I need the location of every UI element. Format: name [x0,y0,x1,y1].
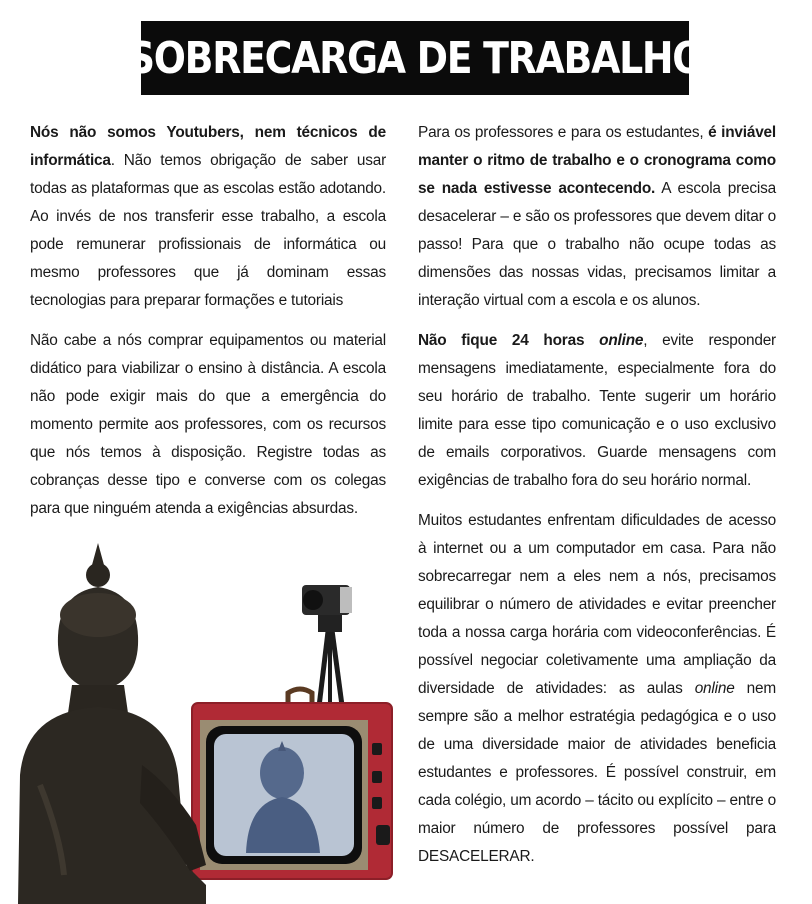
buddha-statue [18,543,206,904]
title-banner [127,21,703,95]
right-column [418,119,776,883]
paragraph-italic: online [694,680,735,697]
paragraph-online [418,327,776,495]
paragraph-closing-word: DESACELERAR [418,848,531,865]
page-title: SOBRECARGA DE TRABALHO [127,32,703,84]
paragraph-body: A escola precisa desacelerar – e são os professores que devem ditar o passo! Para que o trabalho não ocupe todas as dimensões das nossas vidas, precisamos limitar a interação virtual com a escola e os alunos. [418,180,776,309]
television-icon [192,689,392,879]
paragraph-emphasis-bold: é inviável manter o ritmo de trabalho e o cronograma como se nada estivesse acontecendo. [418,124,776,197]
left-column [30,119,386,535]
paragraph-lead-bold [418,332,643,349]
paragraph-closing-punct: . [530,848,535,865]
buddha-watching-tv-image [0,535,410,904]
paragraph-lead-bold: Nós não somos Youtubers, nem técnicos de informática [30,124,386,169]
paragraph-body: , evite responder mensagens imediatamente, especialmente fora do seu horário de trabalho. Tente sugerir um horário limite para esse tipo comunicação e o uso exclusivo de emails corporativos. Guarde mensagens com exigências de trabalho fora do seu horário normal. [418,332,776,489]
video-camera-icon [302,585,352,615]
paragraph-body: Para os professores e para os estudantes, [418,124,709,141]
paragraph-youtubers [30,119,386,315]
paragraph-body: . Não temos obrigação de saber usar todas as plataformas que as escolas estão adotando. Ao invés de nos transferir esse trabalho, a escola pode remunerar profissionais de informática ou mesmo professores que já dominam essas tecnologias para preparar formações e tutoriais [30,152,386,309]
paragraph-estudantes [418,507,776,871]
paragraph-lead-italic: online [599,332,644,349]
paragraph-lead-text: Não fique 24 horas [418,332,600,349]
paragraph-body: Muitos estudantes enfrentam dificuldades de acesso à internet ou a um computador em casa. Para não sobrecarregar nem a eles nem a nós, precisamos equilibrar o número de atividades e evitar preencher toda a nossa carga horária com videoconferências. É possível negociar coletivamente uma ampliação da diversidade de atividades: as aulas [418,512,776,697]
paragraph-ritmo [418,119,776,315]
paragraph-equipamentos: Não cabe a nós comprar equipamentos ou material didático para viabilizar o ensino à distância. A escola não pode exigir mais do que a emergência do momento permite aos professores, com os recursos que nós temos à disposição. Registre todas as cobranças desse tipo e converse com os colegas para que ninguém atenda a exigências absurdas. [30,332,386,517]
camera-tripod [318,610,343,715]
paragraph-body: nem sempre são a melhor estratégia pedagógica e o uso de uma diversidade maior de atividades beneficia estudantes e professores. É possível construir, em cada colégio, um acordo – tácito ou explícito – entre o maior número de professores possível para [418,680,777,837]
